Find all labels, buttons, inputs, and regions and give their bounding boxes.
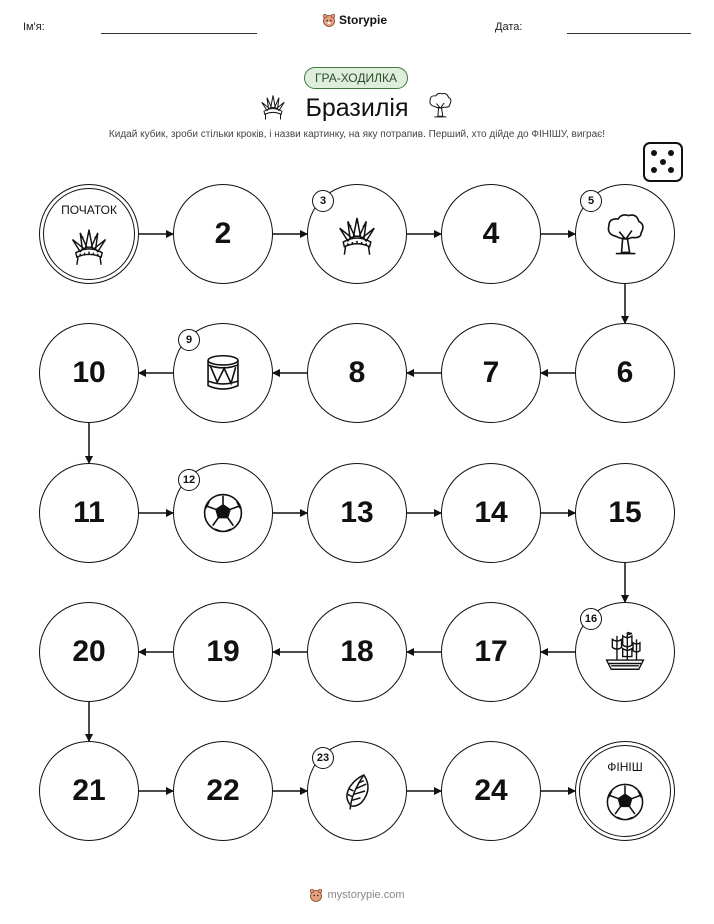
cell-number: 6 [616, 356, 634, 389]
game-type-badge: ГРА-ХОДИЛКА [304, 67, 408, 89]
board-cell-3 [307, 184, 407, 284]
board-cell-9 [173, 323, 273, 423]
cell-number: 20 [72, 635, 106, 668]
ship-icon [602, 629, 648, 675]
board-cell-4 [441, 184, 541, 284]
footer [0, 888, 714, 902]
board-cell-22 [173, 741, 273, 841]
page-title: Бразилія [305, 94, 409, 122]
board-cell-8 [307, 323, 407, 423]
drum-icon [200, 350, 246, 396]
soccer-ball-icon [603, 780, 647, 824]
cell-number: 14 [474, 496, 508, 529]
board-cell-17 [441, 602, 541, 702]
finish-label: ФІНІШ [607, 760, 643, 774]
board-cell-6 [575, 323, 675, 423]
cell-number: 19 [206, 635, 240, 668]
board-cell-12 [173, 463, 273, 563]
board-cell-24 [441, 741, 541, 841]
cell-number: 11 [73, 496, 105, 529]
board-cell-23 [307, 741, 407, 841]
board-cell-10 [39, 323, 139, 423]
board-cell-7 [441, 323, 541, 423]
cell-number-badge: 5 [580, 190, 602, 212]
cell-number: 7 [482, 356, 500, 389]
board-cell-25 [575, 741, 675, 841]
name-label: Ім'я: [23, 21, 45, 33]
board-cell-19 [173, 602, 273, 702]
board-cell-16 [575, 602, 675, 702]
cell-number-badge: 12 [178, 469, 200, 491]
storypie-logo-icon [309, 888, 323, 902]
cell-number: 18 [340, 635, 374, 668]
cell-number: 22 [206, 774, 240, 807]
cell-number: 17 [474, 635, 508, 668]
cell-number: 10 [72, 356, 106, 389]
board-cell-1 [39, 184, 139, 284]
headdress-icon [67, 223, 111, 267]
cell-number-badge: 3 [312, 190, 334, 212]
tree-icon [602, 211, 648, 257]
board-cell-21 [39, 741, 139, 841]
board-cell-5 [575, 184, 675, 284]
cell-number: 15 [608, 496, 642, 529]
board-cell-20 [39, 602, 139, 702]
board-cell-11 [39, 463, 139, 563]
instructions: Кидай кубик, зроби стільки кроків, і назви картинку, на яку потрапив. Перший, хто дійде до ФІНІШУ, виграє! [108, 129, 606, 140]
cell-number: 4 [482, 217, 500, 250]
board-cell-18 [307, 602, 407, 702]
footer-site: mystorypie.com [327, 889, 405, 901]
cell-number: 13 [340, 496, 374, 529]
cell-number-badge: 16 [580, 608, 602, 630]
brand-name: Storypie [339, 13, 388, 27]
feather-icon [334, 768, 380, 814]
board-cell-15 [575, 463, 675, 563]
board-cell-2 [173, 184, 273, 284]
soccer-ball-icon [200, 490, 246, 536]
cell-number: 2 [214, 217, 232, 250]
cell-number-badge: 9 [178, 329, 200, 351]
headdress-icon [334, 211, 380, 257]
cell-number: 21 [72, 774, 106, 807]
cell-number-badge: 23 [312, 747, 334, 769]
board-cell-14 [441, 463, 541, 563]
start-label: ПОЧАТОК [61, 203, 117, 217]
board-cell-13 [307, 463, 407, 563]
cell-number: 24 [474, 774, 508, 807]
date-label: Дата: [495, 21, 523, 33]
cell-number: 8 [348, 356, 366, 389]
